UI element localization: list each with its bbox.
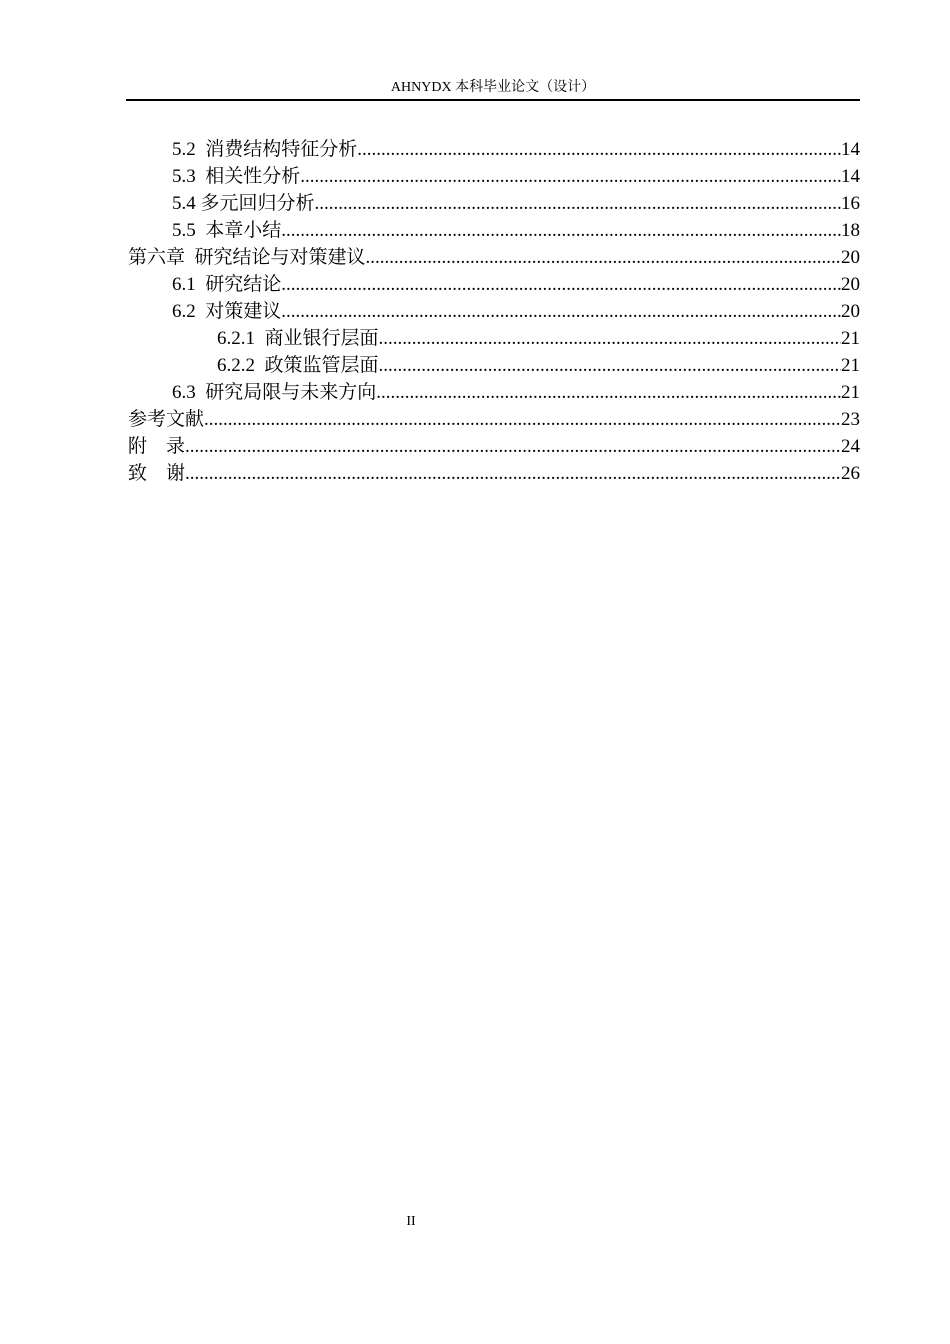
toc-dot-leader xyxy=(315,190,841,217)
toc-entry-page: 20 xyxy=(841,247,860,268)
toc-entry-title: 第六章 研究结论与对策建议 xyxy=(128,247,366,268)
toc-dot-leader xyxy=(281,217,841,244)
toc-entry-page: 21 xyxy=(841,328,860,349)
toc-entry-chapter-6[interactable] xyxy=(128,244,860,271)
toc-entry-6-1[interactable] xyxy=(128,271,860,298)
toc-dot-leader xyxy=(185,460,841,487)
toc-dot-leader xyxy=(281,271,841,298)
toc-entry-page: 16 xyxy=(841,193,860,214)
toc-entry-page: 23 xyxy=(841,409,860,430)
toc-entry-6-3[interactable] xyxy=(128,379,860,406)
toc-dot-leader xyxy=(185,433,841,460)
toc-entry-6-2-1[interactable] xyxy=(128,325,860,352)
toc-entry-title: 参考文献 xyxy=(128,409,205,430)
toc-dot-leader xyxy=(300,163,841,190)
toc-dot-leader xyxy=(379,352,841,379)
toc-entry-6-2-2[interactable] xyxy=(128,352,860,379)
toc-entry-page: 21 xyxy=(841,382,860,403)
toc-entry-title: 致 谢 xyxy=(128,463,186,484)
toc-entry-page: 18 xyxy=(841,220,860,241)
toc-entry-acknowledgements[interactable] xyxy=(128,460,860,487)
toc-entry-title: 6.2.2 政策监管层面 xyxy=(217,355,379,376)
header-rule xyxy=(126,99,860,101)
toc-dot-leader xyxy=(376,379,841,406)
toc-entry-5-4[interactable] xyxy=(128,190,860,217)
page-header: AHNYDX 本科毕业论文（设计） xyxy=(390,80,596,95)
toc-entry-title: 5.4 多元回归分析 xyxy=(172,193,315,214)
toc-entry-references[interactable] xyxy=(128,406,860,433)
toc-entry-appendix[interactable] xyxy=(128,433,860,460)
toc-dot-leader xyxy=(204,406,841,433)
toc-entry-page: 14 xyxy=(841,166,860,187)
toc-entry-5-3[interactable] xyxy=(128,163,860,190)
page-number: II xyxy=(406,1214,416,1229)
toc-entry-page: 14 xyxy=(841,139,860,160)
toc-dot-leader xyxy=(357,136,841,163)
toc-entry-title: 附 录 xyxy=(128,436,186,457)
toc-entry-title: 5.5 本章小结 xyxy=(172,220,282,241)
toc-entry-6-2[interactable] xyxy=(128,298,860,325)
toc-entry-title: 6.2 对策建议 xyxy=(172,301,282,322)
toc-entry-page: 20 xyxy=(841,274,860,295)
toc-entry-title: 6.1 研究结论 xyxy=(172,274,282,295)
toc-entry-page: 24 xyxy=(841,436,860,457)
table-of-contents xyxy=(128,136,860,487)
toc-entry-page: 20 xyxy=(841,301,860,322)
toc-entry-page: 26 xyxy=(841,463,860,484)
toc-entry-5-5[interactable] xyxy=(128,217,860,244)
toc-dot-leader xyxy=(379,325,841,352)
toc-entry-5-2[interactable] xyxy=(128,136,860,163)
toc-entry-title: 6.2.1 商业银行层面 xyxy=(217,328,379,349)
toc-dot-leader xyxy=(366,244,841,271)
toc-entry-page: 21 xyxy=(841,355,860,376)
toc-entry-title: 6.3 研究局限与未来方向 xyxy=(172,382,377,403)
toc-entry-title: 5.3 相关性分析 xyxy=(172,166,301,187)
toc-entry-title: 5.2 消费结构特征分析 xyxy=(172,139,358,160)
toc-dot-leader xyxy=(281,298,841,325)
